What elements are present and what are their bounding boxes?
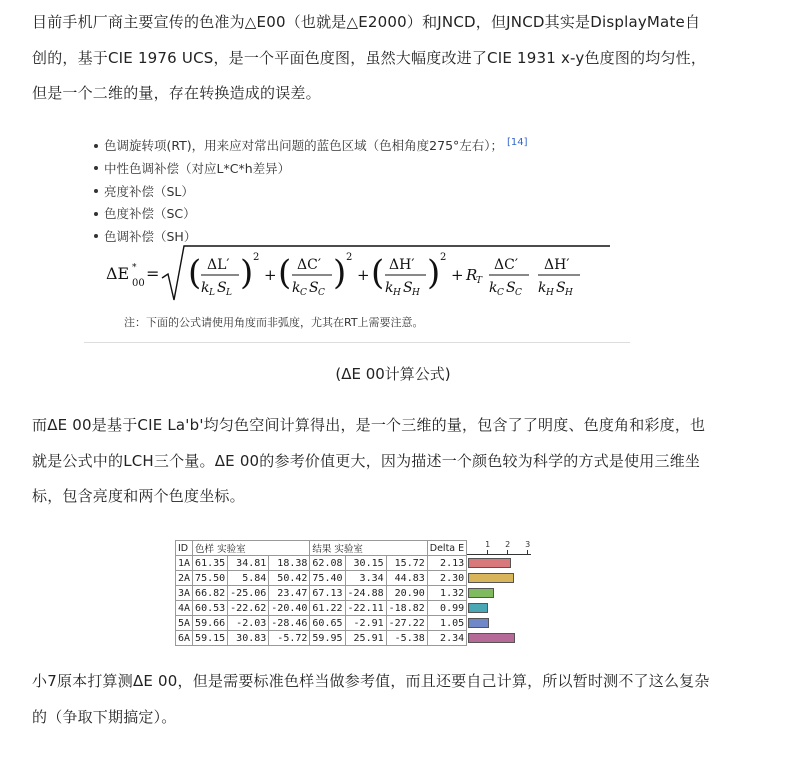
cell-delta-e: 0.99 <box>427 601 466 616</box>
bullet-item: 色调旋转项(RT)，用来应对常出问题的蓝色区域（色相角度275°左右）； [14] <box>94 132 528 158</box>
cell-id: 2A <box>176 571 193 586</box>
cell-ref-a: -25.06 <box>228 586 269 601</box>
table-row <box>176 631 530 646</box>
header-reference-lab: 色样 实验室 <box>193 541 310 556</box>
svg-text:H: H <box>565 288 573 298</box>
cell-ref-b: 23.47 <box>269 586 310 601</box>
svg-text:2: 2 <box>253 252 260 263</box>
cell-result-l: 62.08 <box>310 556 345 571</box>
svg-text:ΔC′: ΔC′ <box>494 257 519 273</box>
cell-result-a: 25.91 <box>345 631 386 646</box>
svg-text:2: 2 <box>440 252 447 263</box>
cell-id: 4A <box>176 601 193 616</box>
svg-text:S: S <box>309 280 319 296</box>
svg-text:S: S <box>403 280 413 296</box>
svg-text:C: C <box>515 288 522 298</box>
svg-text:C: C <box>497 288 504 298</box>
cell-ref-l: 60.53 <box>193 601 228 616</box>
cell-result-b: -27.22 <box>386 616 427 631</box>
svg-text:(: ( <box>188 253 202 293</box>
delta-e-bar-cell <box>467 571 530 586</box>
delta-e-bar <box>468 588 494 598</box>
svg-text:): ) <box>427 253 441 293</box>
svg-text:C: C <box>300 288 307 298</box>
cell-ref-l: 61.35 <box>193 556 228 571</box>
formula-note: 注：下面的公式请使用角度而非弧度，尤其在RT上需要注意。 <box>124 316 424 329</box>
cell-ref-a: -2.03 <box>228 616 269 631</box>
svg-text:T: T <box>476 276 483 286</box>
cell-ref-b: 50.42 <box>269 571 310 586</box>
axis-tick-label: 2 <box>505 539 511 549</box>
svg-text:k: k <box>538 280 547 296</box>
delta-e-bar-cell <box>467 601 530 616</box>
cell-ref-a: 30.83 <box>228 631 269 646</box>
svg-text:k: k <box>385 280 394 296</box>
table-row <box>176 586 530 601</box>
table-row <box>176 616 530 631</box>
delta-e-bar <box>468 603 488 613</box>
svg-text:ΔC′: ΔC′ <box>297 257 322 273</box>
delta-e-bar-cell <box>467 616 530 631</box>
svg-text:L: L <box>209 288 215 298</box>
header-delta-e: Delta E <box>427 541 466 556</box>
cell-result-l: 67.13 <box>310 586 345 601</box>
svg-text:L: L <box>226 288 232 298</box>
cell-delta-e: 2.30 <box>427 571 466 586</box>
delta-e-bar <box>468 558 511 568</box>
svg-text:ΔE: ΔE <box>106 264 130 283</box>
cell-result-a: 30.15 <box>345 556 386 571</box>
delta-e-bar <box>468 573 514 583</box>
svg-text:00: 00 <box>132 278 145 289</box>
citation-link[interactable]: [14] <box>507 137 528 148</box>
cell-result-b: 44.83 <box>386 571 427 586</box>
cell-result-l: 75.40 <box>310 571 345 586</box>
cell-delta-e: 1.05 <box>427 616 466 631</box>
svg-text:+: + <box>357 266 370 284</box>
svg-text:S: S <box>217 280 227 296</box>
svg-text:=: = <box>146 264 160 283</box>
svg-text:H: H <box>412 288 420 298</box>
cell-ref-b: 18.38 <box>269 556 310 571</box>
svg-text:S: S <box>556 280 566 296</box>
cell-delta-e: 1.32 <box>427 586 466 601</box>
axis-tick-label: 1 <box>485 539 491 549</box>
bullet-item: 亮度补偿（SL） <box>94 181 528 204</box>
table-row <box>176 556 530 571</box>
svg-text:): ) <box>333 253 347 293</box>
header-id: ID <box>176 541 193 556</box>
svg-text:k: k <box>292 280 301 296</box>
cell-id: 1A <box>176 556 193 571</box>
cell-ref-a: 34.81 <box>228 556 269 571</box>
cell-ref-a: 5.84 <box>228 571 269 586</box>
svg-text:S: S <box>506 280 516 296</box>
svg-text:ΔH′: ΔH′ <box>544 257 570 273</box>
bar-axis <box>467 541 530 556</box>
cell-result-l: 60.65 <box>310 616 345 631</box>
svg-text:): ) <box>240 253 254 293</box>
cell-ref-l: 66.82 <box>193 586 228 601</box>
cell-id: 3A <box>176 586 193 601</box>
delta-e-bar-cell <box>467 586 530 601</box>
cell-delta-e: 2.13 <box>427 556 466 571</box>
delta-e-bar-cell <box>467 631 530 646</box>
cell-result-l: 61.22 <box>310 601 345 616</box>
cell-ref-b: -20.40 <box>269 601 310 616</box>
figure-caption: (ΔE 00计算公式) <box>335 365 451 383</box>
cell-result-b: -18.82 <box>386 601 427 616</box>
svg-text:+: + <box>451 266 464 284</box>
cell-result-b: -5.38 <box>386 631 427 646</box>
cell-ref-l: 75.50 <box>193 571 228 586</box>
table-row <box>176 601 530 616</box>
cell-result-l: 59.95 <box>310 631 345 646</box>
cell-ref-a: -22.62 <box>228 601 269 616</box>
delta-e-paragraph: 而ΔE 00是基于CIE La'b'均匀色空间计算得出，是一个三维的量，包含了了明度、色度角和彩度，也就是公式中的LCH三个量。ΔE 00的参考价值更大，因为描述一个颜色较为科学的方式是使用三维坐标，包含亮度和两个色度坐标。 <box>32 416 706 505</box>
cell-ref-b: -28.46 <box>269 616 310 631</box>
svg-text:2: 2 <box>346 252 353 263</box>
cell-ref-l: 59.66 <box>193 616 228 631</box>
cell-result-a: 3.34 <box>345 571 386 586</box>
table-row <box>176 571 530 586</box>
cell-id: 6A <box>176 631 193 646</box>
cell-result-b: 15.72 <box>386 556 427 571</box>
svg-text:ΔH′: ΔH′ <box>389 257 415 273</box>
cell-ref-b: -5.72 <box>269 631 310 646</box>
intro-paragraph: 目前手机厂商主要宣传的色准为△E00（也就是△E2000）和JNCD，但JNCD其实是DisplayMate自创的，基于CIE 1976 UCS，是一个平面色度图，虽然大幅度改进了CIE 1931 x-y色度图的均匀性，但是一个二维的量，存在转换造成的误差。 <box>32 13 707 102</box>
svg-text:+: + <box>264 266 277 284</box>
bullet-item: 中性色调补偿（对应L*C*h差异） <box>94 158 528 181</box>
formula-figure <box>84 124 630 343</box>
color-test-table <box>175 540 529 646</box>
delta-e-2000-formula <box>104 242 614 304</box>
svg-text:H: H <box>546 288 554 298</box>
svg-text:R: R <box>466 266 478 284</box>
cell-id: 5A <box>176 616 193 631</box>
svg-text:k: k <box>201 280 210 296</box>
cell-result-a: -22.11 <box>345 601 386 616</box>
svg-text:H: H <box>393 288 401 298</box>
cell-result-a: -24.88 <box>345 586 386 601</box>
outro-paragraph: 小7原本打算测ΔE 00，但是需要标准色样当做参考值，而且还要自己计算，所以暂时测不了这么复杂的（争取下期搞定）。 <box>32 672 710 726</box>
svg-text:(: ( <box>371 253 385 293</box>
cell-ref-l: 59.15 <box>193 631 228 646</box>
svg-text:C: C <box>318 288 325 298</box>
table-header-row <box>176 541 530 556</box>
formula-bullet-list <box>94 132 528 249</box>
svg-text:k: k <box>489 280 498 296</box>
bullet-item: 色度补偿（SC） <box>94 203 528 226</box>
delta-e-bar <box>468 633 515 643</box>
cell-delta-e: 2.34 <box>427 631 466 646</box>
header-result-lab: 结果 实验室 <box>310 541 427 556</box>
svg-text:(: ( <box>278 253 292 293</box>
svg-text:*: * <box>132 263 137 273</box>
axis-tick-label: 3 <box>525 539 531 549</box>
delta-e-bar <box>468 618 489 628</box>
cell-result-a: -2.91 <box>345 616 386 631</box>
svg-text:ΔL′: ΔL′ <box>207 257 230 273</box>
cell-result-b: 20.90 <box>386 586 427 601</box>
delta-e-bar-cell <box>467 556 530 571</box>
bullet-item: 色调补偿（SH） <box>94 226 528 249</box>
